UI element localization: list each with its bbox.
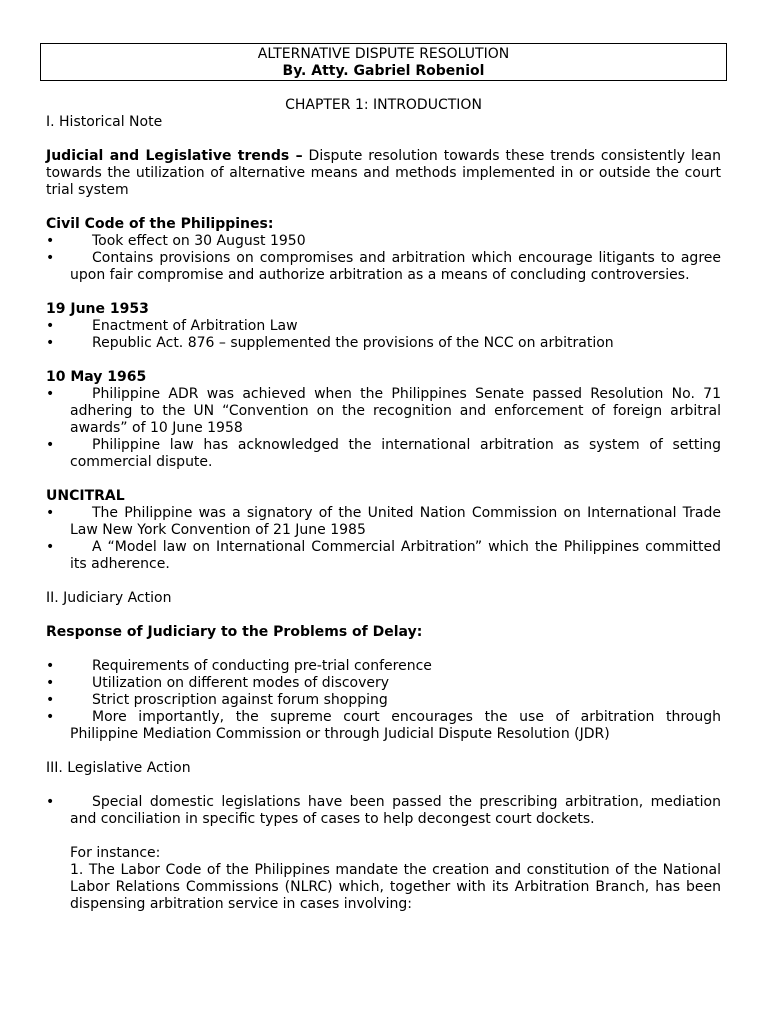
document-title: ALTERNATIVE DISPUTE RESOLUTION — [257, 46, 510, 62]
section-heading-historical: I. Historical Note — [46, 114, 163, 130]
list-item: • More importantly, the supreme court encourages the use of arbitration through Philippine Mediation Commission or through Judicial Dispute Resolution (JDR) — [46, 709, 721, 742]
list-item: • Utilization on different modes of discovery — [46, 675, 390, 691]
judicial-lead: Judicial and Legislative trends – — [46, 148, 303, 164]
list-item: • Philippine ADR was achieved when the Philippines Senate passed Resolution No. 71 adhering to the UN “Convention on the recognition and enforcement of foreign arbitral awards” of 10 June 1958 — [46, 386, 721, 436]
subheading-civil-code: Civil Code of the Philippines: — [46, 216, 274, 232]
bullet-icon: • — [46, 505, 55, 521]
subheading-uncitral: UNCITRAL — [46, 488, 125, 504]
list-item: • Republic Act. 876 – supplemented the provisions of the NCC on arbitration — [46, 335, 614, 351]
bullet-icon: • — [46, 437, 55, 453]
list-item: • Enactment of Arbitration Law — [46, 318, 298, 334]
bullet-icon: • — [46, 386, 55, 402]
list-item: • Special domestic legislations have been passed the prescribing arbitration, mediation and conciliation in specific types of cases to help decongest court dockets. — [46, 794, 721, 827]
section-heading-judiciary: II. Judiciary Action — [46, 590, 172, 606]
subheading-may-1965: 10 May 1965 — [46, 369, 147, 385]
labor-code-point: 1. The Labor Code of the Philippines mandate the creation and constitution of the National Labor Relations Commissions (NLRC) which, together with its Arbitration Branch, has been dispensing arbitration service in cases involving: — [70, 862, 721, 912]
may-1965-list — [46, 386, 721, 471]
uncitral-list — [46, 505, 721, 573]
list-item: • Philippine law has acknowledged the international arbitration as system of setting commercial dispute. — [46, 437, 721, 470]
chapter-title: CHAPTER 1: INTRODUCTION — [285, 97, 482, 113]
bullet-icon: • — [46, 692, 55, 708]
bullet-icon: • — [46, 794, 55, 810]
for-instance-label: For instance: — [70, 845, 161, 861]
document-body — [46, 97, 721, 913]
list-item: • Requirements of conducting pre-trial conference — [46, 658, 432, 674]
list-item: • The Philippine was a signatory of the United Nation Commission on International Trade Law New York Convention of 21 June 1985 — [46, 505, 721, 538]
list-item: • Strict proscription against forum shopping — [46, 692, 388, 708]
paragraph-judicial-trends — [46, 148, 721, 199]
legislative-list — [46, 794, 721, 828]
list-item: • Took effect on 30 August 1950 — [46, 233, 306, 249]
judiciary-list — [46, 658, 721, 743]
bullet-icon: • — [46, 250, 55, 266]
bullet-icon: • — [46, 539, 55, 555]
bullet-icon: • — [46, 675, 55, 691]
list-item: • A “Model law on International Commercial Arbitration” which the Philippines committed its adherence. — [46, 539, 721, 572]
list-item: • Contains provisions on compromises and arbitration which encourage litigants to agree upon fair compromise and authorize arbitration as a means of concluding controversies. — [46, 250, 721, 283]
bullet-icon: • — [46, 318, 55, 334]
subheading-response-delay: Response of Judiciary to the Problems of Delay: — [46, 624, 423, 640]
bullet-icon: • — [46, 709, 55, 725]
title-box — [40, 43, 727, 81]
civil-code-list — [46, 233, 721, 284]
june-1953-list — [46, 318, 721, 352]
judicial-text: Dispute resolution towards these trends consistently lean towards the utilization of alternative means and methods implemented in or outside the court trial system — [46, 148, 721, 198]
subheading-june-1953: 19 June 1953 — [46, 301, 149, 317]
bullet-icon: • — [46, 233, 55, 249]
bullet-icon: • — [46, 335, 55, 351]
document-author: By. Atty. Gabriel Robeniol — [282, 63, 485, 79]
bullet-icon: • — [46, 658, 55, 674]
section-heading-legislative: III. Legislative Action — [46, 760, 191, 776]
